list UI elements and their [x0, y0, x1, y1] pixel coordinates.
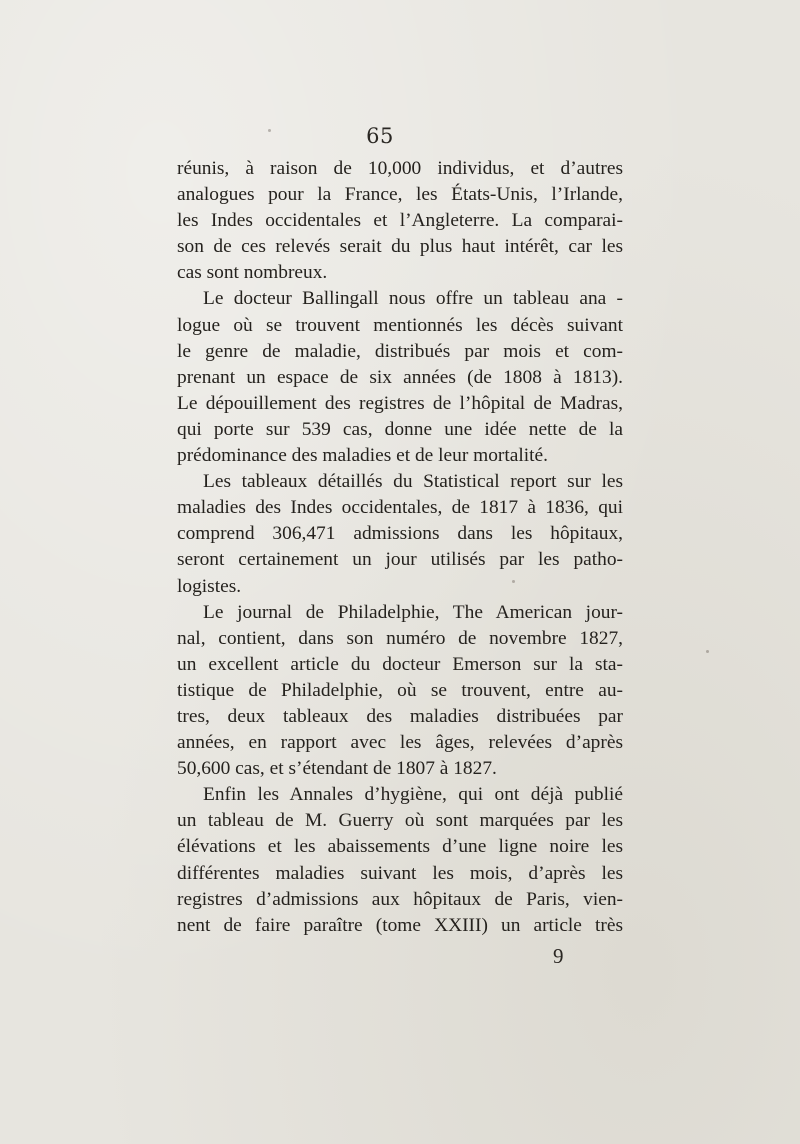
text-line: un tableau de M. Guerry où sont marquées par les	[177, 810, 623, 832]
paper-speck	[706, 650, 709, 653]
text-line: tistique de Philadelphie, où se trouvent, entre au-	[177, 679, 623, 701]
text-line: registres d’admissions aux hôpitaux de Paris, vien-	[177, 888, 623, 910]
text-line: maladies des Indes occidentales, de 1817 à 1836, qui	[177, 497, 623, 519]
text-line: Le journal de Philadelphie, The American jour-	[203, 601, 623, 623]
text-line: qui porte sur 539 cas, donne une idée nette de la	[177, 418, 623, 440]
paper-speck	[268, 129, 271, 132]
text-line: logue où se trouvent mentionnés les décès suivant	[177, 314, 623, 336]
text-line: nent de faire paraître (tome XXIII) un article très	[177, 914, 623, 936]
text-line: Enfin les Annales d’hygiène, qui ont déjà publié	[203, 784, 623, 806]
text-line: Les tableaux détaillés du Statistical report sur les	[203, 471, 623, 493]
body-text	[177, 156, 623, 939]
text-line: prédominance des maladies et de leur mortalité.	[177, 445, 548, 467]
text-line: prenant un espace de six années (de 1808 à 1813).	[177, 366, 623, 388]
text-line: le genre de maladie, distribués par mois et com-	[177, 340, 623, 362]
text-line: un excellent article du docteur Emerson sur la sta-	[177, 653, 623, 675]
text-line: réunis, à raison de 10,000 individus, et d’autres	[177, 158, 623, 179]
text-line: Le docteur Ballingall nous offre un tableau ana -	[203, 288, 623, 310]
text-line: différentes maladies suivant les mois, d’après les	[177, 862, 623, 884]
text-line: analogues pour la France, les États-Unis, l’Irlande,	[177, 184, 623, 206]
text-line: élévations et les abaissements d’une ligne noire les	[177, 836, 623, 858]
text-line: cas sont nombreux.	[177, 262, 328, 284]
text-line: les Indes occidentales et l’Angleterre. La comparai-	[177, 210, 623, 232]
text-line: tres, deux tableaux des maladies distribuées par	[177, 705, 623, 727]
text-line: seront certainement un jour utilisés par les patho-	[177, 549, 623, 571]
text-line: logistes.	[177, 575, 242, 597]
text-line: 50,600 cas, et s’étendant de 1807 à 1827.	[177, 758, 497, 780]
text-line: années, en rapport avec les âges, relevées d’après	[177, 732, 623, 754]
paper-speck	[512, 580, 515, 583]
text-line: nal, contient, dans son numéro de novembre 1827,	[177, 627, 623, 649]
page-number: 65	[366, 124, 394, 148]
text-line: Le dépouillement des registres de l’hôpital de Madras,	[177, 392, 623, 414]
text-line: son de ces relevés serait du plus haut intérêt, car les	[177, 236, 623, 258]
signature-mark: 9	[553, 944, 564, 968]
text-line: comprend 306,471 admissions dans les hôpitaux,	[177, 523, 623, 545]
